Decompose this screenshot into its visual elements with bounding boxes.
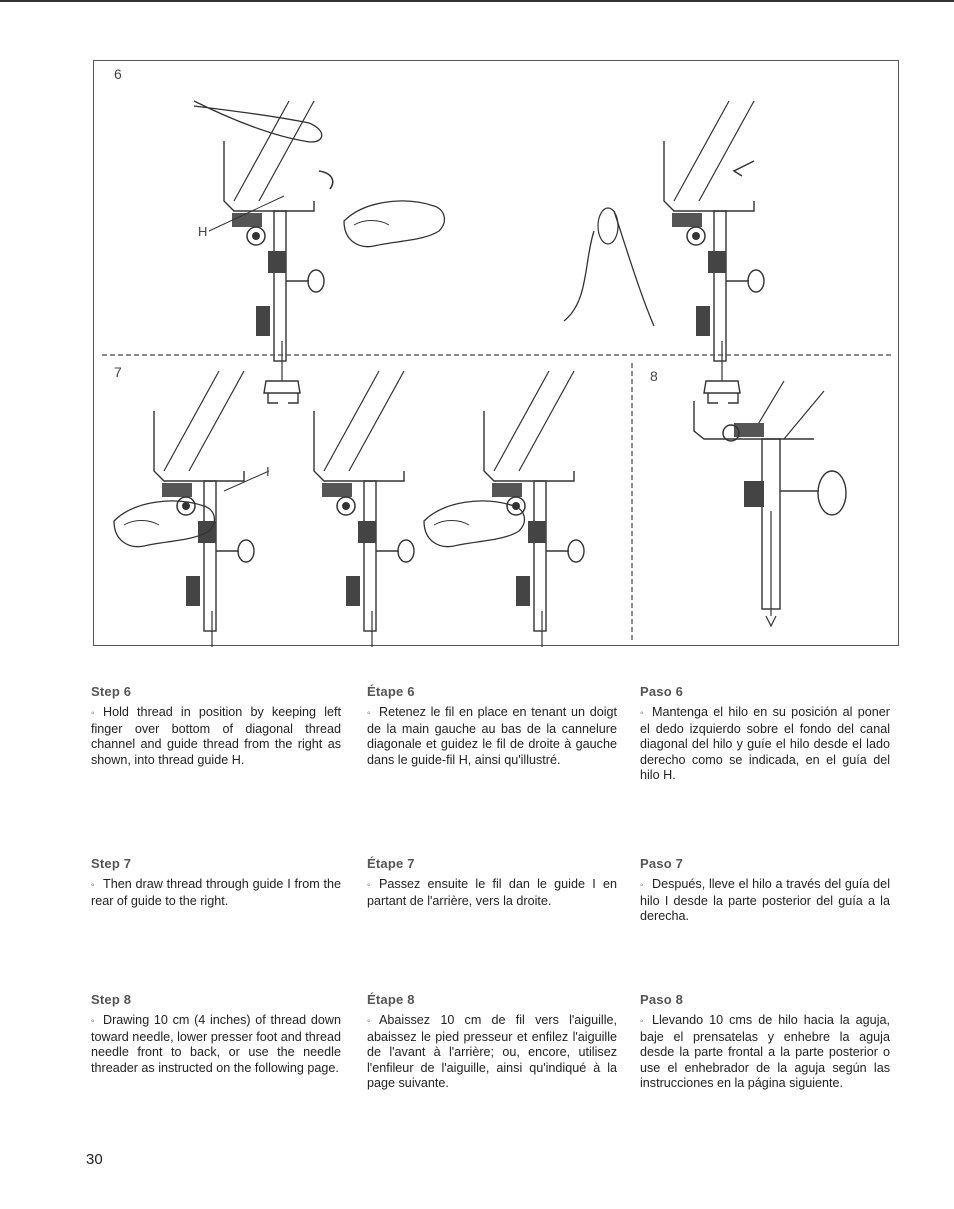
step-text: Hold thread in position by keeping left finger over bottom of diagonal thread channel and guide thread from the right as shown, into thread guide H. [91,705,341,767]
step-text: Drawing 10 cm (4 inches) of thread down toward needle, lower presser foot and thread needle front to back, or use the needle threader as instructed on the following page. [91,1013,341,1075]
step-text: Abaissez 10 cm de fil vers l'aiguille, abaissez le pied presseur et enfilez l'aiguille de l'avant à l'arrière; ou, encore, utilisez l'enfileur de l'aiguille, ainsi qu'indiqué à la page suivante. [367,1013,617,1090]
heading: Paso 8 [640,992,684,1007]
bullet-icon: ◦ [91,708,95,719]
fig-number-6: 6 [114,66,122,82]
step6-en [91,684,341,768]
heading: Étape 6 [367,684,415,699]
bullet-icon: ◦ [367,880,371,891]
step8-fr [367,992,617,1092]
step-text: Mantenga el hilo en su posición al poner el dedo izquierdo sobre el fondo del canal diagonal del hilo y guíe el hilo desde el lado derecho como se indicada, en el guía del hilo H. [640,705,890,782]
step-text: Then draw thread through guide I from the rear of guide to the right. [91,877,341,908]
step7-fr [367,856,617,909]
heading: Étape 8 [367,992,415,1007]
heading: Paso 6 [640,684,684,699]
step-text: Llevando 10 cms de hilo hacia la aguja, baje el prensatelas y enhebre la aguja desde la parte frontal a la parte posterior o use el enhebrador de la aguja según las instrucciones en la página siguiente. [640,1013,890,1090]
step6-es [640,684,890,784]
heading: Step 8 [91,992,132,1007]
bullet-icon: ◦ [91,1016,95,1027]
bullet-icon: ◦ [640,708,644,719]
label-i: I [266,464,270,479]
step8-es [640,992,890,1092]
heading: Step 7 [91,856,132,871]
fig-number-7: 7 [114,364,122,380]
illustration-panel [93,60,899,646]
step7-es [640,856,890,925]
bullet-icon: ◦ [640,1016,644,1027]
heading: Étape 7 [367,856,415,871]
step-text: Passez ensuite le fil dan le guide I en partant de l'arrière, vers la droite. [367,877,617,908]
bullet-icon: ◦ [367,708,371,719]
bullet-icon: ◦ [91,880,95,891]
page-number: 30 [86,1151,103,1168]
step8-en [91,992,341,1076]
heading: Step 6 [91,684,132,699]
step6-fr [367,684,617,768]
bullet-icon: ◦ [367,1016,371,1027]
step-text: Retenez le fil en place en tenant un doigt de la main gauche au bas de la cannelure diagonale et guidez le fil de droite à gauche dans le guide-fil H, ainsi qu'illustré. [367,705,617,767]
fig-number-8: 8 [650,368,658,384]
top-rule [0,0,954,2]
step-text: Después, lleve el hilo a través del guía del hilo I desde la parte posterior del guía a la derecha. [640,877,890,923]
bullet-icon: ◦ [640,880,644,891]
step7-en [91,856,341,909]
threading-illustration [94,61,900,647]
heading: Paso 7 [640,856,684,871]
label-h: H [198,224,208,239]
